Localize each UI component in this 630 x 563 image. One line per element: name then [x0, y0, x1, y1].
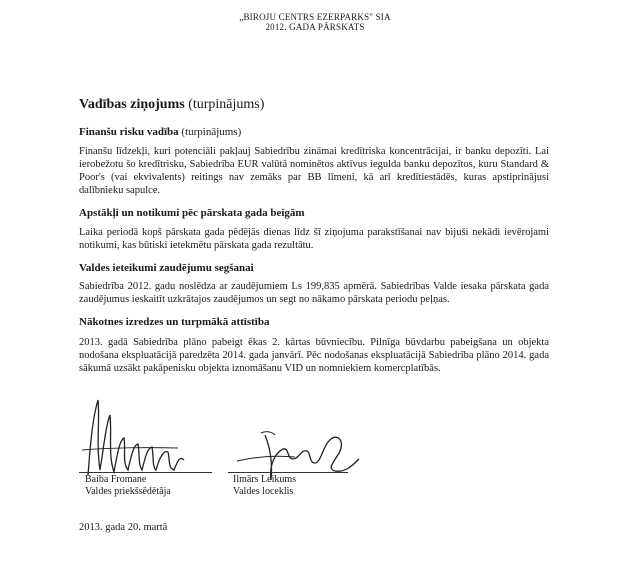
section-text-losses: Sabiedrība 2012. gadu noslēdza ar zaudējumiem Ls 199,835 apmērā. Sabiedrības Valde iesaka pārskata gada zaudējumus ieskaitīt uzkrātajos zaudējumos un segt no nākamo pārskata periodu peļņas.: [79, 281, 549, 305]
section-heading-finance-risk: [79, 126, 241, 138]
page-title: [79, 97, 264, 113]
section-heading-events: Apstākļi un notikumi pēc pārskata gada beigām: [79, 207, 305, 219]
signatory-1-role: Valdes priekšsēdētāja: [85, 486, 171, 497]
signatory-1-name: Baiba Fromane: [85, 474, 147, 485]
report-title: 2012. GADA PĀRSKATS: [265, 22, 365, 32]
signature-line-1: [79, 472, 212, 473]
page-title-suffix: (turpinājums): [188, 97, 265, 112]
signatory-2-role: Valdes loceklis: [233, 486, 294, 497]
section-heading-outlook: Nākotnes izredzes un turpmākā attīstība: [79, 316, 270, 328]
signatory-2-name: Ilmārs Leikums: [233, 474, 297, 485]
signatory-2: [233, 474, 296, 498]
section-text-events: Laika periodā kopš pārskata gada pēdējās dienas līdz šī ziņojuma parakstīšanai nav bijuši nekādi ievērojami notikumi, kas būtiski ietekmētu pārskata gada rezultātu.: [79, 227, 549, 251]
signature-line-2: [228, 472, 348, 473]
section-text-outlook: 2013. gadā Sabiedrība plāno pabeigt ēkas 2. kārtas būvniecību. Pilnīga būvdarbu pabeigšana un objekta nodošana ekspluatācijā paredzēta 2014. gada janvārī. Pēc nodošanas ekspluatācijā Sabiedrība plāno 2014. gada sākumā uzsākt pakāpenisku objekta iznomāšanu VID un nomniekiem komercplatībās.: [79, 337, 549, 374]
section-heading-suffix: (turpinājums): [181, 126, 242, 138]
section-heading-losses: Valdes ieteikumi zaudējumu segšanai: [79, 262, 254, 274]
signing-date: 2013. gada 20. martā: [79, 522, 168, 533]
signature-fromane: [78, 390, 188, 480]
section-heading-text: Finanšu risku vadība: [79, 126, 179, 138]
document-header: [0, 12, 630, 32]
company-name: „BIROJU CENTRS EZERPARKS" SIA: [239, 12, 391, 22]
signatory-1: [85, 474, 171, 498]
page-title-main: Vadības ziņojums: [79, 97, 185, 112]
section-text-finance-risk: Finanšu līdzekļi, kuri potenciāli pakļauj Sabiedrību zināmai kredītriska koncentrācijai, ir banku depozīti. Lai ierobežotu šo kredītrisku, Sabiedrība EUR valūtā nominētos aktīvus iegulda banku depozītos, kuru Standard & Poor's (vai ekvivalents) reitings nav zemāks par BB līmeni, kā arī kredītiestādēs, kuras apstiprinājusi dalībnieku sapulce.: [79, 146, 549, 196]
